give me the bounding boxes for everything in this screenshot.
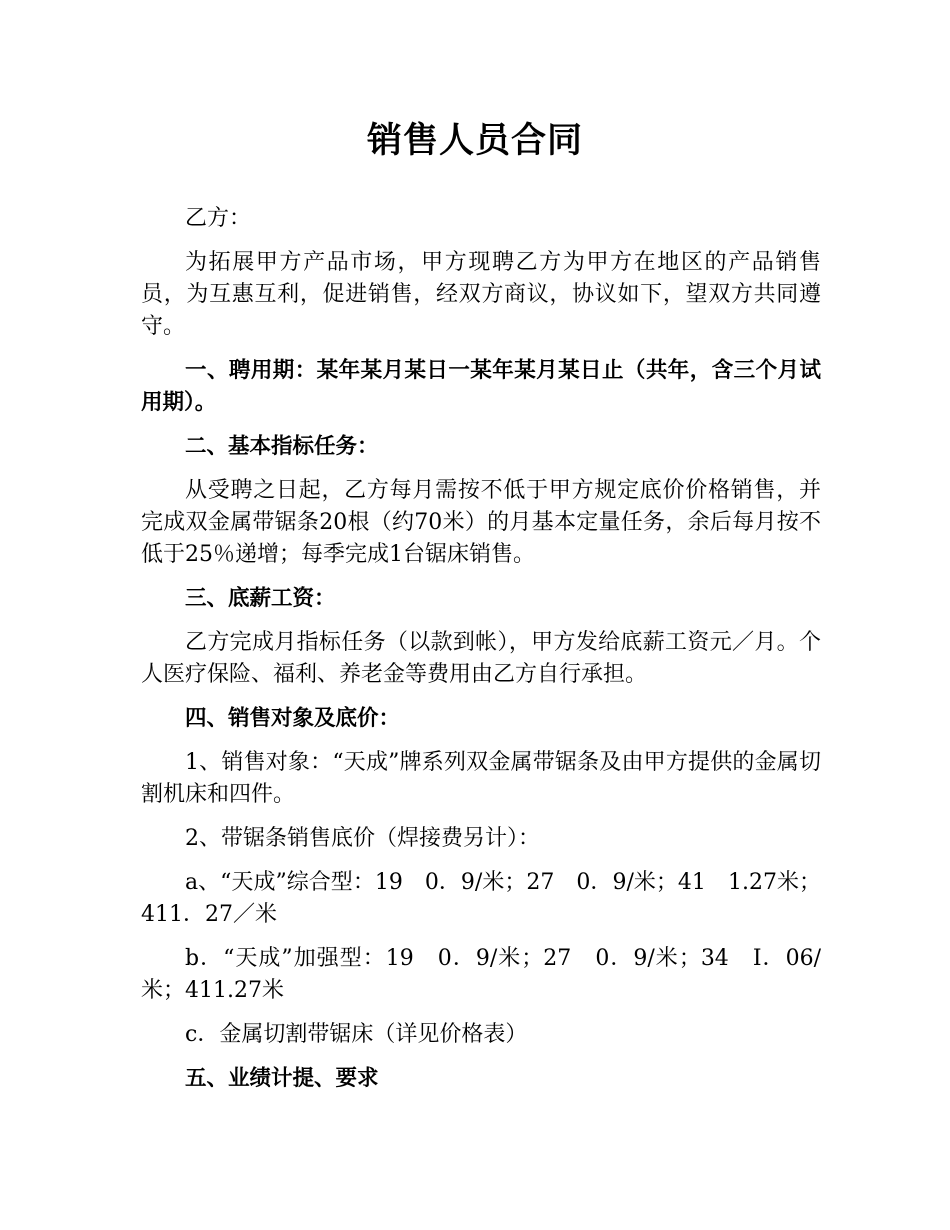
section-2-paragraph: 从受聘之日起，乙方每月需按不低于甲方规定底价价格销售，并完成双金属带锯条20根（约70米）的月基本定量任务，余后每月按不低于25％递增；每季完成1台锯床销售。 — [141, 478, 821, 567]
saw-blade-base-price-item: 2、带锯条销售底价（焊接费另计）： — [185, 826, 540, 851]
section-1-heading: 一、聘用期：某年某月某日一某年某月某日止（共年，含三个月试用期）。 — [141, 358, 821, 415]
section-3-paragraph: 乙方完成月指标任务（以款到帐），甲方发给底薪工资元／月。个人医疗保险、福利、养老金等费用由乙方自行承担。 — [141, 630, 821, 687]
sales-target-item: 1、销售对象：“天成”牌系列双金属带锯条及由甲方提供的金属切割机床和四件。 — [141, 750, 821, 807]
section-3-heading: 三、底薪工资： — [185, 586, 336, 611]
party-b-line: 乙方： — [185, 206, 252, 231]
document-body — [141, 203, 821, 1107]
price-item-c: c．金属切割带锯床（详见价格表） — [185, 1022, 528, 1047]
price-item-a: a、“天成”综合型：19 0．9/米；27 0．9/米；41 1.27米；411．27／米 — [141, 870, 821, 927]
section-4-heading: 四、销售对象及底价： — [185, 706, 401, 731]
section-5-heading: 五、业绩计提、要求 — [185, 1066, 379, 1091]
section-2-heading: 二、基本指标任务： — [185, 434, 379, 459]
price-item-b: b．“天成”加强型：19 0．9/米；27 0．9/米；34 I．06/米；411.27米 — [141, 946, 821, 1003]
intro-paragraph: 为拓展甲方产品市场，甲方现聘乙方为甲方在地区的产品销售员，为互惠互利，促进销售，经双方商议，协议如下，望双方共同遵守。 — [141, 250, 821, 339]
document-title: 销售人员合同 — [366, 121, 583, 161]
